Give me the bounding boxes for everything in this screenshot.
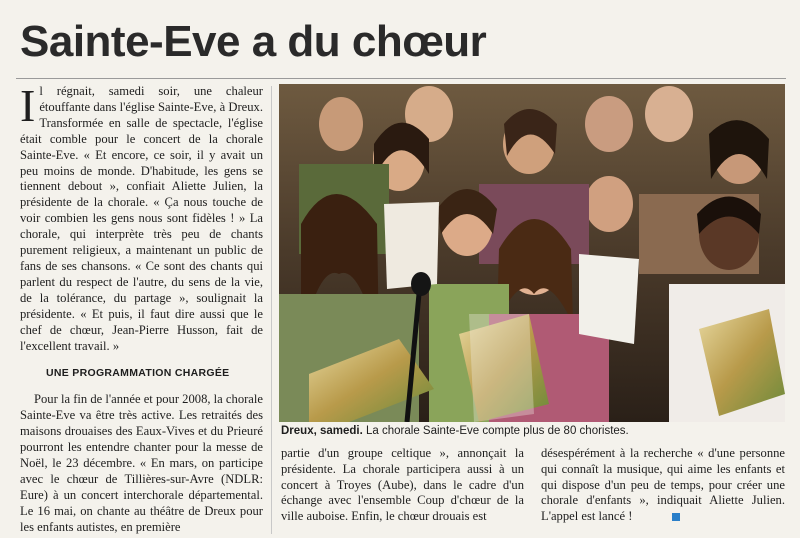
article-end-mark — [672, 513, 680, 521]
paragraph-intro-text: l régnait, samedi soir, une chaleur étouffante dans l'église Sainte-Eve, à Dreux. Transformée en salle de spectacle, l'église était comble pour le concert de la chorale Sainte-Eve. « Et encore, ce soir, il y avait un peu moins de monde. D'habitude, les gens se tiennent debout », confiait Aliette Julien, la présidente de la chorale. « Ça nous touche de voir combien les gens nous sont fidèles ! » La chorale, qui interprète très peu de chants purement religieux, a maintenant un public de fans de ses chansons. « Ce sont des chants qui parlent du respect de l'autre, du sens de la vie, de la tolérance, du partage », soulignait la présidente. « Et puis, il faut dire aussi que le chef de chœur, Jean-Pierre Husson, fait de l'excellent travail. » — [20, 84, 263, 353]
headline: Sainte-Eve a du chœur — [20, 17, 487, 66]
article-column-right — [541, 446, 785, 525]
paragraph-middle: partie d'un groupe celtique », annonçait la présidente. La chorale participera aussi à un concert à Troyes (Aube), dans le cadre d'un échange avec l'ensemble Coup d'chœur de la ville auboise. Enfin, le chœur drouais est — [281, 446, 524, 524]
caption-place: Dreux, samedi. — [281, 425, 363, 437]
paragraph-intro — [20, 80, 263, 354]
section-subhead: UNE PROGRAMMATION CHARGÉE — [46, 367, 230, 380]
paragraph-right — [541, 446, 785, 525]
choir-photo-illustration — [279, 84, 785, 422]
dropcap: I — [20, 80, 36, 131]
photo-caption — [281, 425, 785, 437]
article-column-middle — [281, 446, 524, 525]
choir-photo — [279, 84, 785, 422]
article-column-left — [20, 80, 263, 534]
paragraph-program: Pour la fin de l'année et pour 2008, la chorale Sainte-Eve va être très active. Les retraités des maisons drouaises des Eaux-Vives et du Prieuré pourront les entendre chanter pour la messe de Noël, le 23 décembre. « En mars, on participe avec le chœur de Tillières-sur-Avre (NDLR: Eure) à un concert interchorale départemental. Le 16 mai, on chante au théâtre de Dreux pour les enfants autistes, en première — [20, 392, 263, 534]
paragraph-right-text: désespérément à la recherche « d'une personne qui connaît la musique, qui aime les enfants et qui dispose d'un peu de temps, pour créer une chorale d'enfants », indiquait Aliette Julien. L'appel est lancé ! — [541, 446, 785, 524]
top-rule — [16, 78, 786, 79]
column-divider — [271, 86, 272, 534]
caption-text: La chorale Sainte-Eve compte plus de 80 choristes. — [362, 425, 629, 437]
